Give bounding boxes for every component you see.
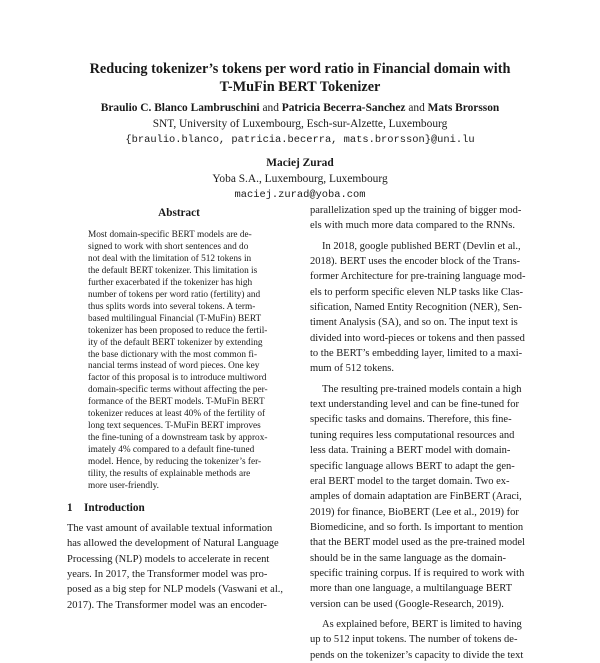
text-line: The vast amount of available textual information [67,523,273,534]
paper-title [60,60,540,96]
text-line: version can be used (Google-Research, 2019). [310,598,504,610]
author-affiliation: Yoba S.A., Luxembourg, Luxembourg [212,173,388,185]
author-conjunction: and [408,102,425,114]
text-line: up to 512 input tokens. The number of tokens de- [310,634,518,646]
text-line: the base dictionary with the most common fi- [88,349,258,360]
text-line: pends on the tokenizer’s capacity to divide the text [310,649,524,661]
text-line: In 2018, google published BERT (Devlin et al., [322,240,521,252]
introduction-body [67,521,291,613]
author-block-1 [40,100,560,148]
text-line: els with much more data compared to the RNNs. [310,220,515,232]
text-line: the default BERT tokenizer. This limitation is [88,265,258,276]
title-line: T-MuFin BERT Tokenizer [219,79,381,95]
text-line: eral BERT model to the target domain. Two ex- [310,475,510,487]
text-line: 2019) for finance, BioBERT (Lee et al., 2019) for [310,506,519,518]
text-line: parallelization sped up the training of bigger mod- [310,205,522,216]
section-number: 1 [67,502,73,514]
paragraph [310,382,534,612]
text-line: nancial terms instead of word pieces. One key [88,361,260,372]
author-conjunction: and [262,102,279,114]
text-line: more than one language, a multilanguage BERT [310,583,513,595]
text-line: text understanding level and can be fine-tuned for [310,399,520,411]
text-line: sification, Named Entity Recognition (NER), Sen- [310,302,522,314]
text-line: model. Hence, by reducing the tokenizer’s fer- [88,457,262,468]
abstract-body [88,230,271,493]
text-line: Biomedicine, and so forth. Is important to mention [310,521,524,533]
text-line: to the BERT’s embedding layer, limited to a maxi- [310,348,523,360]
text-line: number of tokens per word ratio (fertility) and [88,289,261,300]
text-line: not deal with the limitation of 512 tokens in [88,253,252,264]
text-line: should be in the same language as the domain- [310,552,506,564]
text-line: signed to work with short sentences and do [88,241,249,252]
text-line: tility, the results of explainable methods are [88,469,251,480]
author-affiliation: SNT, University of Luxembourg, Esch-sur-Alzette, Luxembourg [152,118,448,130]
author-names [40,100,560,116]
section-heading [67,502,145,514]
section-title: Introduction [84,502,145,514]
text-line: imately 4% compared to a default fine-tuned [88,445,255,456]
author-name: Maciej Zurad [266,157,334,169]
text-line: less data. Training a BERT model with domain- [310,445,511,457]
text-line: As explained before, BERT is limited to having [322,618,522,630]
abstract-heading: Abstract [158,207,200,219]
text-line: has allowed the development of Natural Language [67,538,279,550]
text-line: divided into word-pieces or tokens and then passed [310,332,525,344]
text-line: Most domain-specific BERT models are de- [88,230,252,240]
text-line: tuning requires less computational resources and [310,429,515,441]
text-line: that the BERT model used as the pre-trained model [310,537,525,549]
text-line: The resulting pre-trained models contain a high [322,383,522,395]
text-line: els to perform specific eleven NLP tasks like Clas- [310,286,524,298]
text-line: formance of the BERT models. T-MuFin BERT [88,397,265,408]
text-line: timent Analysis (SA), and so on. The input text is [310,317,518,329]
author-email: maciej.zurad@yoba.com [234,189,366,201]
text-line: specific tasks and domains. Therefore, this fine- [310,414,512,426]
title-line: Reducing tokenizer’s tokens per word ratio in Financial domain with [89,61,511,77]
text-line: specific training corpus. If is required to work with [310,567,525,579]
text-line: tokenizer reduces at least 40% of the fertility of [88,409,266,420]
text-line: domain-specific terms without affecting the per- [88,385,268,396]
text-line: mum of 512 tokens. [310,363,394,375]
text-line: 2017). The Transformer model was an encoder- [67,599,267,611]
author-name: Mats Brorsson [427,102,500,114]
text-line: years. In 2017, the Transformer model was pro- [67,569,268,581]
text-line: based multilingual Financial (T-MuFin) BERT [88,313,262,324]
paragraph [310,239,534,377]
text-line: tokenizer has been proposed to reduce the fertil- [88,325,268,336]
text-line: long text sequences. T-MuFin BERT improves [88,421,261,432]
author-name: Braulio C. Blanco Lambruschini [100,102,260,114]
paragraph [310,617,534,663]
author-email: {braulio.blanco, patricia.becerra, mats.brorsson}@uni.lu [125,134,475,146]
text-line: posed as a big step for NLP models (Vaswani et al., [67,584,283,596]
author-name: Patricia Becerra-Sanchez [281,102,406,114]
text-line: the fine-tuning of a downstream task by approx- [88,433,268,444]
author-block-2 [40,155,560,203]
text-line: amples of domain adaptation are FinBERT (Araci, [310,491,522,503]
text-line: specific language allows BERT to adapt the gen- [310,460,515,472]
text-line: ity of the default BERT tokenizer by extending [88,337,263,348]
right-column [310,203,534,663]
text-line: 2018). BERT uses the encoder block of the Trans- [310,256,521,268]
paragraph [310,203,534,234]
text-line: former Architecture for pre-training language mod- [310,271,526,283]
text-line: more user-friendly. [88,481,159,492]
text-line: thus splits words into several tokens. A term- [88,301,256,312]
text-line: factor of this proposal is to introduce multiword [88,373,267,384]
left-column [67,203,291,493]
text-line: Processing (NLP) models to accelerate in recent [67,553,270,565]
text-line: further exacerbated if the tokenizer has high [88,277,253,288]
